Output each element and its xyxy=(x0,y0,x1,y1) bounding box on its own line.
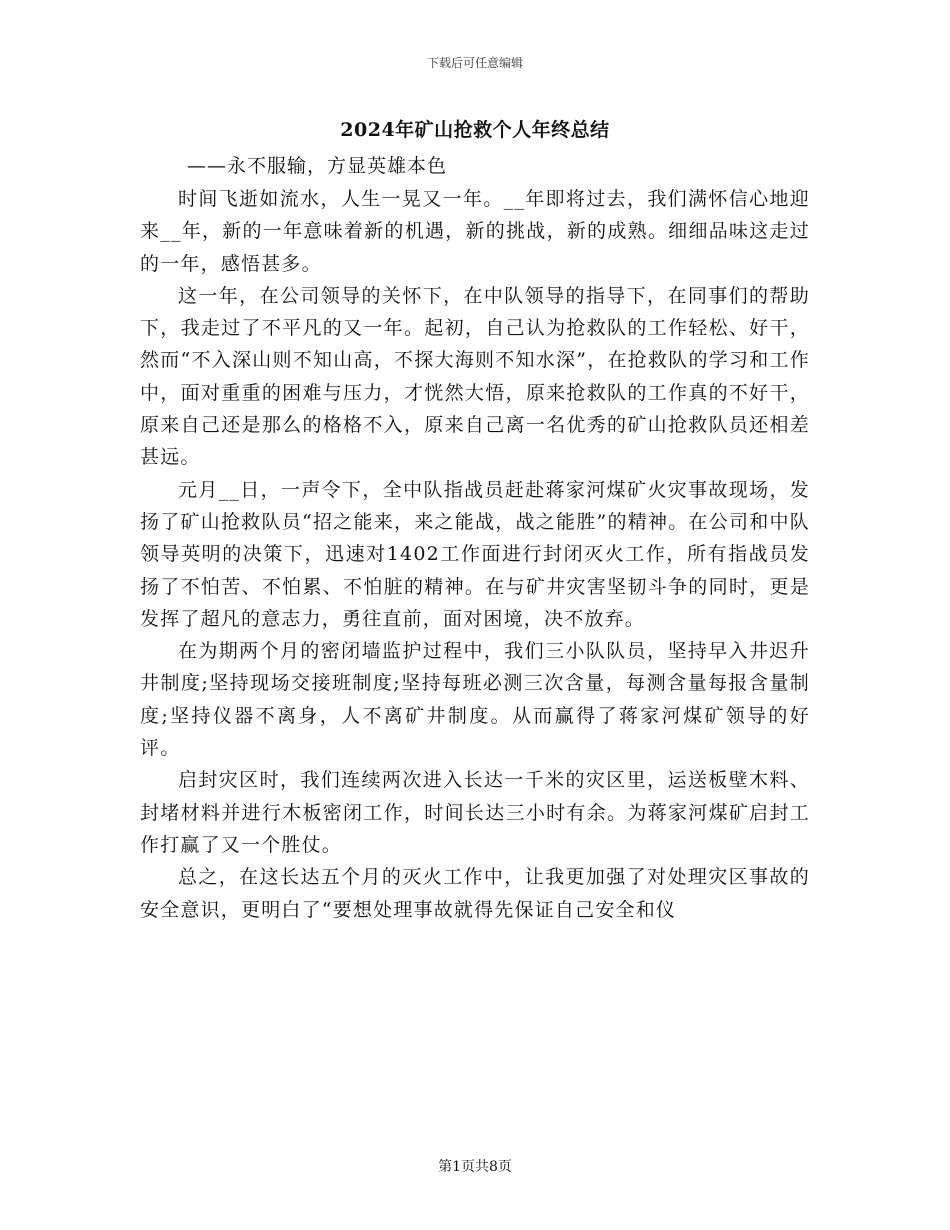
header-note: 下载后可任意编辑 xyxy=(426,56,523,70)
document-body xyxy=(140,183,810,926)
document-title: 2024年矿山抢救个人年终总结 xyxy=(340,119,610,141)
page-number-footer: 第1页共8页 xyxy=(438,1159,512,1175)
paragraph: 总之，在这长达五个月的灭火工作中，让我更加强了对处理灾区事故的安全意识，更明白了“要想处理事故就得先保证自己安全和仪 xyxy=(140,866,810,921)
paragraph: 时间飞逝如流水，人生一晃又一年。__年即将过去，我们满怀信心地迎来__年，新的一年意味着新的机遇，新的挑战，新的成熟。细细品味这走过的一年，感悟甚多。 xyxy=(140,188,810,275)
paragraph: 启封灾区时，我们连续两次进入长达一千米的灾区里，运送板壁木料、封堵材料并进行木板密闭工作，时间长达三小时有余。为蒋家河煤矿启封工作打赢了又一个胜仗。 xyxy=(140,769,810,856)
document-subtitle: ——永不服输，方显英雄本色 xyxy=(187,155,448,177)
paragraph: 在为期两个月的密闭墙监护过程中，我们三小队队员，坚持早入井迟升井制度;坚持现场交接班制度;坚持每班必测三次含量，每测含量每报含量制度;坚持仪器不离身，人不离矿井制度。从而赢得了蒋家河煤矿领导的好评。 xyxy=(140,640,810,760)
paragraph: 这一年，在公司领导的关怀下，在中队领导的指导下，在同事们的帮助下，我走过了不平凡的又一年。起初，自己认为抢救队的工作轻松、好干，然而“不入深山则不知山高，不探大海则不知水深”，在抢救队的学习和工作中，面对重重的困难与压力，才恍然大悟，原来抢救队的工作真的不好干，原来自己还是那么的格格不入，原来自己离一名优秀的矿山抢救队员还相差甚远。 xyxy=(140,284,810,469)
paragraph: 元月__日，一声令下，全中队指战员赶赴蒋家河煤矿火灾事故现场，发扬了矿山抢救队员“招之能来，来之能战，战之能胜”的精神。在公司和中队领导英明的决策下，迅速对1402工作面进行封闭灭火工作，所有指战员发扬了不怕苦、不怕累、不怕脏的精神。在与矿井灾害坚韧斗争的同时，更是发挥了超凡的意志力，勇往直前，面对困境，决不放弃。 xyxy=(140,478,810,630)
